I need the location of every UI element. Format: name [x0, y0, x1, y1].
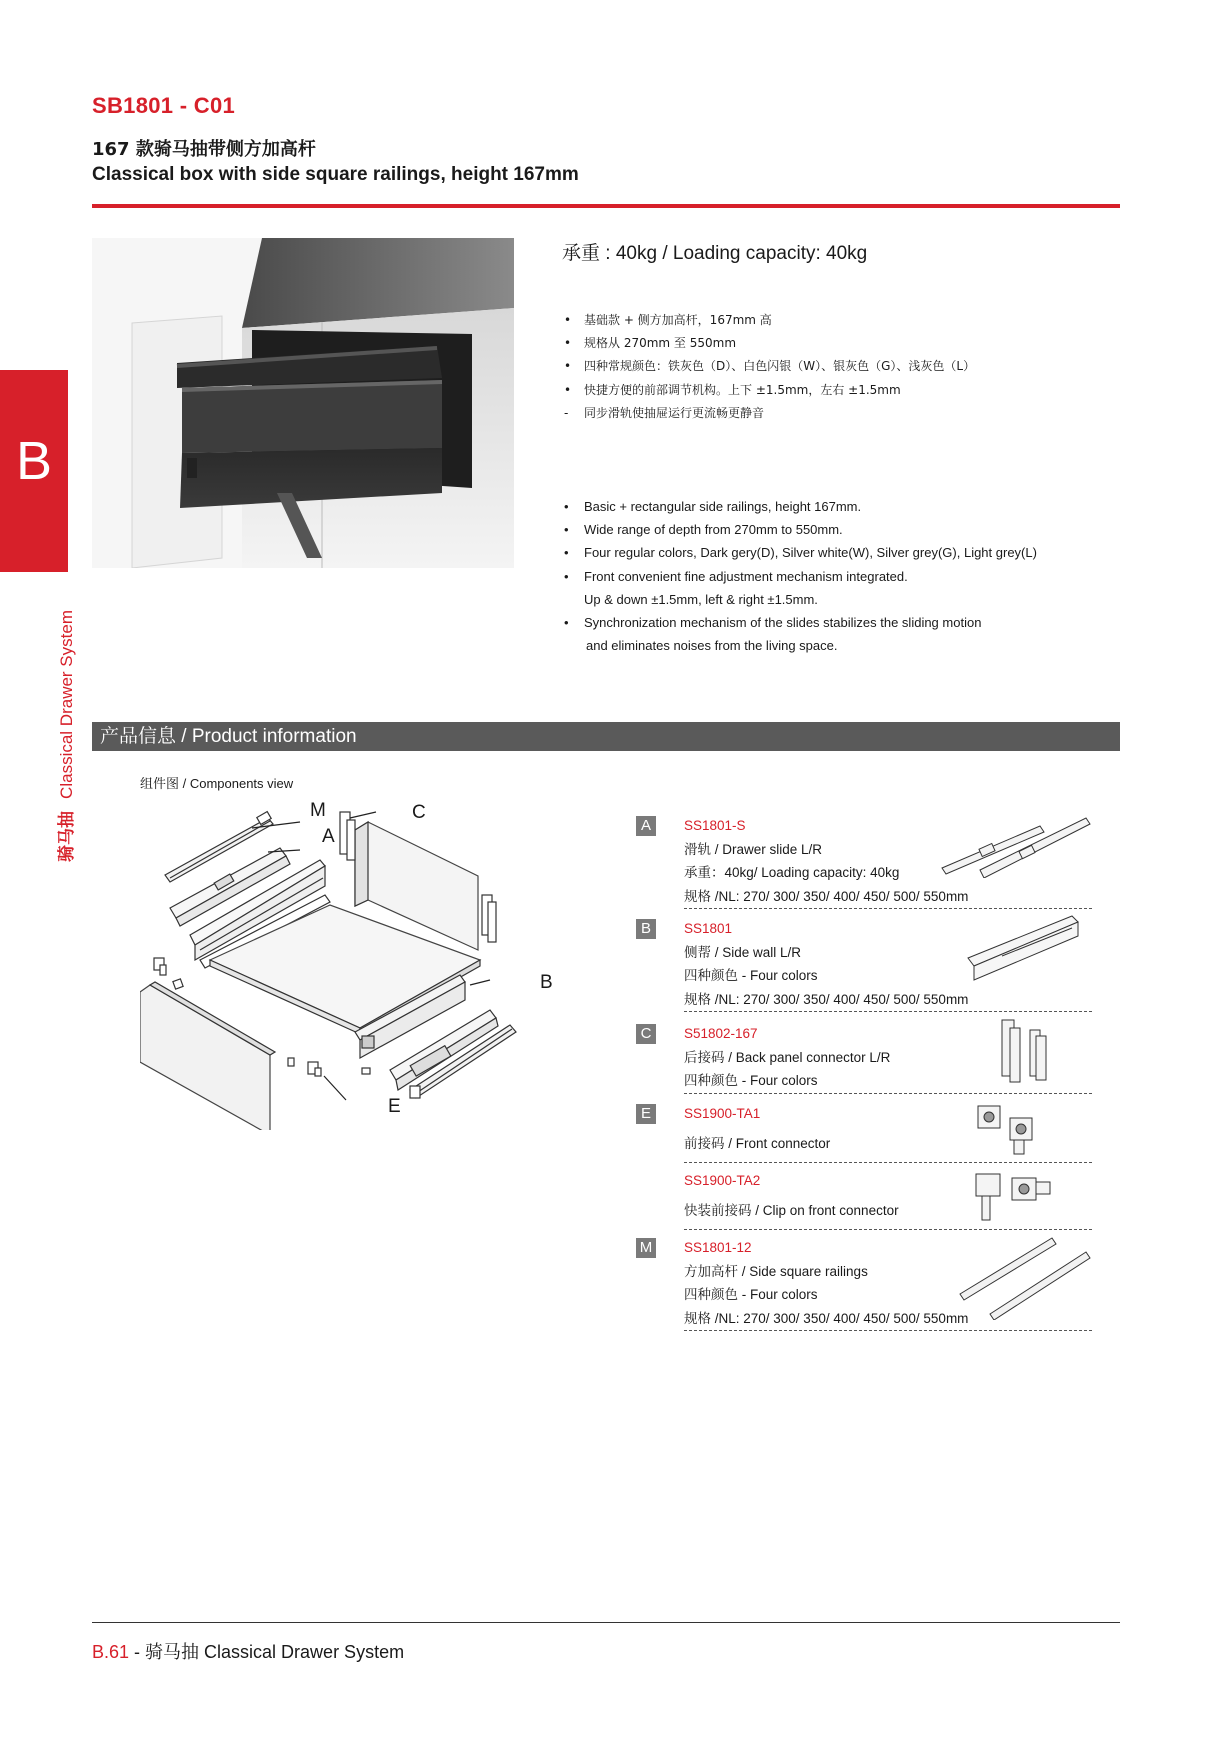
- part-name: 滑轨 / Drawer slide L/R: [684, 841, 823, 857]
- feature-list-en: [562, 495, 1037, 657]
- product-info-section-header: 产品信息 / Product information: [92, 722, 1120, 751]
- section-tab-letter: B: [15, 431, 53, 491]
- separator: [684, 1330, 1092, 1331]
- separator: [684, 1162, 1092, 1163]
- part-code: SS1900-TA2: [684, 1173, 761, 1188]
- diagram-label-m: M: [310, 800, 326, 821]
- part-name: 快装前接码 / Clip on front connector: [684, 1202, 899, 1218]
- front-connector-E: [288, 1058, 370, 1076]
- feature-list-cn: [562, 309, 975, 425]
- drawer-slide-icon: [940, 808, 1092, 878]
- product-title-en: Classical box with side square railings, height 167mm: [92, 164, 579, 185]
- loading-capacity: 承重 : 40kg / Loading capacity: 40kg: [562, 243, 868, 264]
- part-detail: 规格 /NL: 270/ 300/ 350/ 400/ 450/ 500/ 550mm: [684, 888, 969, 904]
- list-item: and eliminates noises from the living space.: [586, 638, 838, 654]
- diagram-label-a: A: [322, 826, 335, 847]
- list-item: • 基础款 + 侧方加高杆，167mm 高: [562, 309, 975, 332]
- list-item: • Synchronization mechanism of the slides stabilizes the sliding motion: [562, 611, 1037, 634]
- exploded-components-diagram: [140, 800, 580, 1130]
- front-connector-icon: [974, 1100, 1058, 1158]
- part-code: SS1801: [684, 921, 733, 936]
- diagram-label-e: E: [388, 1096, 401, 1117]
- part-detail: 承重：40kg/ Loading capacity: 40kg: [684, 865, 900, 881]
- section-tab-label-cn: 骑马抽: [57, 810, 77, 862]
- part-code: SS1900-TA1: [684, 1106, 761, 1121]
- page-footer: [92, 1638, 404, 1664]
- square-railing-icon: [956, 1228, 1092, 1320]
- part-name: 侧帮 / Side wall L/R: [684, 944, 802, 960]
- part-code: S51802-167: [684, 1026, 758, 1041]
- diagram-label-b: B: [540, 972, 553, 993]
- side-wall-icon: [962, 908, 1092, 988]
- part-detail: 规格 /NL: 270/ 300/ 350/ 400/ 450/ 500/ 550mm: [684, 991, 969, 1007]
- part-detail: 四种颜色 - Four colors: [684, 1073, 818, 1089]
- diagram-label-c: C: [412, 802, 426, 823]
- product-code: SB1801 - C01: [92, 93, 236, 118]
- part-code: SS1801-12: [684, 1240, 752, 1255]
- part-detail: 四种颜色 - Four colors: [684, 968, 818, 984]
- part-name: 前接码 / Front connector: [684, 1135, 831, 1151]
- list-item: • Basic + rectangular side railings, height 167mm.: [562, 495, 1037, 518]
- front-connector-left: [154, 958, 166, 975]
- back-connector-icon: [996, 1016, 1056, 1086]
- part-badge: A: [636, 816, 656, 836]
- part-badge: E: [636, 1104, 656, 1124]
- header-divider: [92, 204, 1120, 208]
- footer-divider: [92, 1622, 1120, 1623]
- part-badge: B: [636, 919, 656, 939]
- part-detail: 四种颜色 - Four colors: [684, 1287, 818, 1303]
- list-item: • 快捷方便的前部调节机构。上下 ±1.5mm，左右 ±1.5mm: [562, 379, 975, 402]
- components-view-title: 组件图 / Components view: [140, 776, 294, 791]
- page-number: B.61: [92, 1642, 130, 1662]
- section-tab-label-en: Classical Drawer System: [57, 610, 76, 799]
- footer-text: 骑马抽 Classical Drawer System: [145, 1642, 405, 1662]
- list-item: Up & down ±1.5mm, left & right ±1.5mm.: [584, 591, 818, 607]
- part-code: SS1801-S: [684, 818, 746, 833]
- part-name: 后接码 / Back panel connector L/R: [684, 1049, 891, 1065]
- list-item: • 四种常规颜色：铁灰色（D）、白色闪银（W）、银灰色（G）、浅灰色（L）: [562, 355, 975, 378]
- list-item: • Front convenient fine adjustment mechanism integrated.: [562, 565, 1037, 588]
- list-item: • Four regular colors, Dark gery(D), Silver white(W), Silver grey(G), Light grey(L): [562, 541, 1037, 564]
- list-item: • 规格从 270mm 至 550mm: [562, 332, 975, 355]
- separator: [684, 1011, 1092, 1012]
- product-title-cn: 167 款骑马抽带侧方加高杆: [92, 139, 316, 160]
- part-detail: 规格 /NL: 270/ 300/ 350/ 400/ 450/ 500/ 550mm: [684, 1310, 969, 1326]
- list-item: - 同步滑轨使抽屉运行更流畅更静音: [562, 402, 975, 425]
- part-badge: M: [636, 1238, 656, 1258]
- footer-separator: -: [129, 1642, 146, 1662]
- part-badge: C: [636, 1024, 656, 1044]
- list-item: • Wide range of depth from 270mm to 550mm.: [562, 518, 1037, 541]
- front-panel: [140, 985, 270, 1130]
- clip-front-connector-icon: [970, 1168, 1060, 1226]
- section-tab-label: [52, 610, 77, 862]
- drawer-product-photo: [92, 238, 514, 568]
- part-name: 方加高杆 / Side square railings: [684, 1263, 868, 1279]
- separator: [684, 1093, 1092, 1094]
